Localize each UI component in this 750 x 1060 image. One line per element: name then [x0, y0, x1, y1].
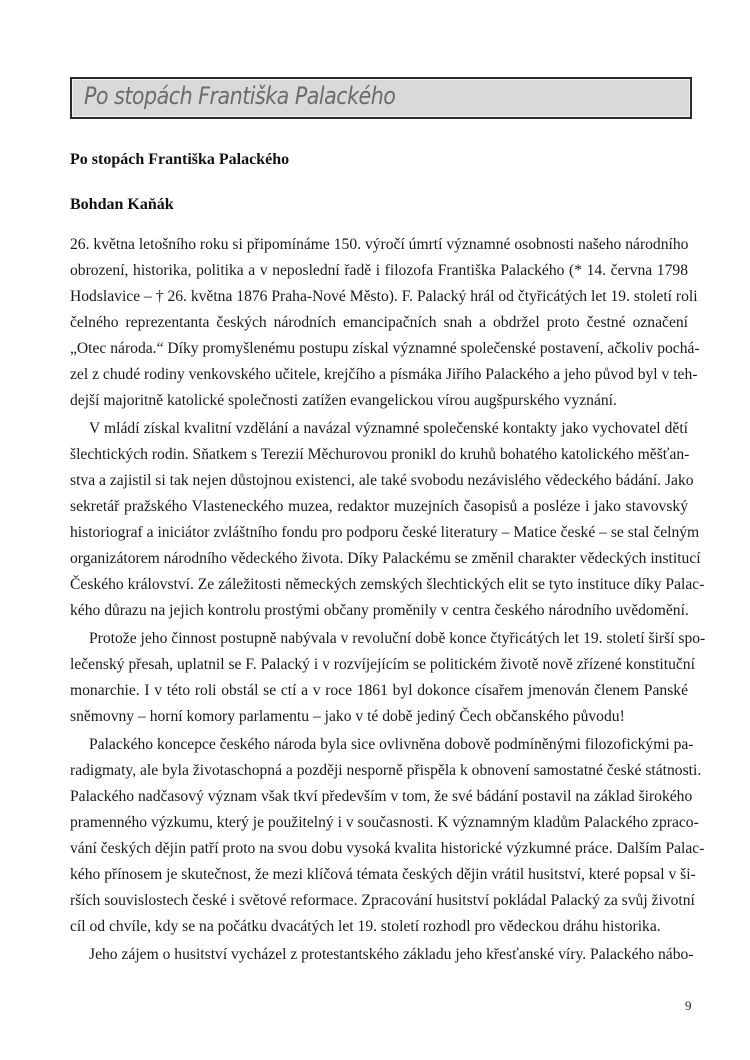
paragraph-5 [70, 942, 694, 968]
text-line: sekretář pražského Vlasteneckého muzea, redaktor muzejních časopisů a posléze i jako stavovský [70, 498, 688, 515]
text-line: Palackého nadčasový význam však tkví především v tom, že své bádání postavil na základ širokého [70, 788, 693, 805]
paragraph-1 [70, 232, 700, 414]
text-line: zel z chudé rodiny venkovského učitele, krejčího a písmáka Jiřího Palackého a jeho původ byl v teh- [70, 366, 698, 383]
text-line: dejší majoritně katolické společnosti zatížen evangelickou vírou augšpurského vyznání. [70, 392, 617, 409]
running-header-title: Po stopách Františka Palackého [84, 82, 396, 110]
text-line: sněmovny – horní komory parlamentu – jako v té době jediný Čech občanského původu! [70, 708, 625, 725]
text-line: monarchie. I v této roli obstál se ctí a v roce 1861 byl dokonce císařem jmenován členem Panské [70, 682, 688, 699]
text-line: rších souvislostech české i světové reformace. Zpracování husitství pokládal Palacký za svůj životní [70, 892, 695, 909]
text-line: organizátorem národního vědeckého života. Díky Palackému se změnil charakter vědeckých institucí [70, 550, 701, 567]
text-line: kého přínosem je skutečnost, že mezi klíčová témata českých dějin vrátil husitství, které popsal v ši- [70, 866, 696, 883]
text-line: historiograf a iniciátor zvláštního fondu pro podporu české literatury – Matice české – se stal čelným [70, 524, 700, 541]
text-line: stva a zajistil si tak nejen důstojnou existenci, ale také svobodu nezávislého vědeckého bádání. Jako [70, 472, 694, 489]
text-line: „Otec národa.“ Díky promyšlenému postupu získal významné společenské postavení, ačkoliv pochá- [70, 340, 700, 357]
text-line: Jeho zájem o husitství vycházel z protestantského základu jeho křesťanské víry. Palackého nábo- [89, 946, 694, 963]
page-number: 9 [685, 998, 692, 1013]
text-line: pramenného výzkumu, který je použitelný i v současnosti. K významným kladům Palackého zpraco- [70, 814, 699, 831]
text-line: šlechtických rodin. Sňatkem s Terezií Měchurovou pronikl do kruhů bohatého katolického měšťan- [70, 446, 690, 463]
text-line: obrození, historika, politika a v neposlední řadě i filozofa Františka Palackého (* 14. června 1798 [70, 262, 688, 279]
text-line: radigmaty, ale byla životaschopná a později nesporně přispěla k obnovení samostatné české státnosti. [70, 762, 702, 779]
text-line: 26. května letošního roku si připomínáme 150. výročí úmrtí významné osobnosti našeho národního [70, 236, 689, 253]
text-line: lečenský přesah, uplatnil se F. Palacký i v rozvíjejícím se politickém životě nově zřízené konstituční [70, 656, 695, 673]
running-header-box [70, 77, 692, 119]
text-line: vání českých dějin patří proto na svou dobu vysoká kvalita historické výzkumné práce. Dalším Palac- [70, 840, 705, 857]
paragraph-2 [70, 416, 705, 624]
article-title: Po stopách Františka Palackého [70, 151, 290, 168]
text-line: Hodslavice – † 26. května 1876 Praha-Nové Město). F. Palacký hrál od čtyřicátých let 19. století roli [70, 288, 698, 305]
text-line: Protože jeho činnost postupně nabývala v revoluční době konce čtyřicátých let 19. století širší spo- [89, 630, 706, 647]
text-line: Palackého koncepce českého národa byla sice ovlivněna dobově podmíněnými filozofickými pa- [89, 736, 694, 753]
text-line: V mládí získal kvalitní vzdělání a navázal významné společenské kontakty jako vychovatel dětí [89, 420, 688, 437]
text-line: cíl od chvíle, kdy se na počátku dvacátých let 19. století rozhodl pro vědeckou dráhu historika. [70, 918, 661, 935]
article-body [70, 232, 706, 968]
paragraph-3 [70, 626, 706, 730]
article-author: Bohdan Kaňák [70, 196, 174, 213]
text-line: Českého království. Ze záležitosti německých zemských šlechtických elit se tyto instituce díky Palac- [70, 576, 705, 593]
text-line: kého důrazu na jejich kontrolu prostými občany proměnily v centra českého národního uvědomění. [70, 602, 689, 619]
paragraph-4 [70, 732, 705, 940]
text-line: čelného reprezentanta českých národních emancipačních snah a obdržel proto čestné označení [70, 314, 688, 331]
